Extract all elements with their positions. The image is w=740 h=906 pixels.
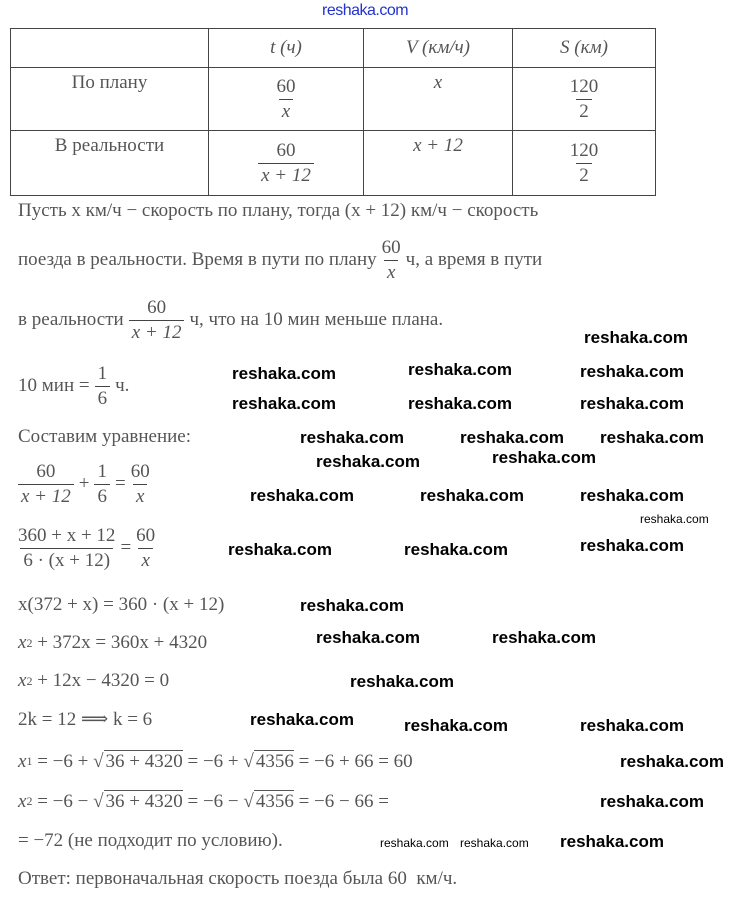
denominator: 6 · (x + 12) bbox=[20, 548, 113, 573]
var: x bbox=[18, 790, 27, 812]
numerator: 60 bbox=[381, 237, 401, 258]
cell-s bbox=[513, 131, 656, 196]
watermark: reshaka.com bbox=[580, 394, 684, 413]
exponent: 2 bbox=[26, 635, 33, 650]
var: x bbox=[18, 670, 27, 691]
radicand: 4356 bbox=[255, 751, 294, 772]
watermark: reshaka.com bbox=[600, 428, 704, 447]
table-row bbox=[11, 131, 656, 196]
text-line: Составим уравнение: bbox=[18, 426, 192, 447]
header-cell: V (км/ч) bbox=[364, 29, 513, 68]
denominator: x bbox=[138, 548, 152, 573]
watermark: reshaka.com bbox=[580, 486, 684, 505]
equation-5 bbox=[18, 670, 169, 692]
equation-4 bbox=[18, 632, 207, 654]
text: в реальности bbox=[18, 309, 124, 331]
watermark: reshaka.com bbox=[250, 486, 354, 505]
watermark: reshaka.com bbox=[580, 536, 684, 555]
denominator: 6 bbox=[94, 484, 110, 509]
numerator: 60 bbox=[276, 75, 296, 97]
denominator: x bbox=[384, 260, 398, 285]
radicand: 36 + 4320 bbox=[105, 751, 183, 772]
equation-3: x(372 + x) = 360 · (x + 12) bbox=[18, 594, 225, 615]
numerator: 120 bbox=[569, 75, 599, 97]
denominator: x bbox=[133, 484, 147, 509]
denominator: 2 bbox=[576, 163, 592, 188]
watermark: reshaka.com bbox=[408, 360, 512, 379]
watermark: reshaka.com bbox=[408, 394, 512, 413]
numerator: 60 bbox=[36, 461, 56, 482]
text: = −6 + √ bbox=[182, 750, 254, 772]
text-line bbox=[18, 362, 129, 411]
header-cell: t (ч) bbox=[209, 29, 364, 68]
table-row bbox=[11, 68, 656, 131]
watermark: reshaka.com bbox=[580, 362, 684, 381]
numerator: 360 + x + 12 bbox=[18, 525, 116, 546]
text-line bbox=[18, 296, 443, 345]
watermark: reshaka.com bbox=[380, 836, 449, 850]
text: = −6 − √ bbox=[32, 790, 104, 812]
watermark: reshaka.com bbox=[228, 540, 332, 559]
text: поезда в реальности. Время в пути по плану bbox=[18, 249, 377, 271]
text: = −6 − √ bbox=[182, 790, 254, 812]
watermark: reshaka.com bbox=[316, 452, 420, 471]
equation-2 bbox=[18, 524, 160, 573]
watermark: reshaka.com bbox=[584, 328, 688, 347]
watermark: reshaka.com bbox=[492, 628, 596, 647]
watermark: reshaka.com bbox=[460, 836, 529, 850]
watermark: reshaka.com bbox=[300, 596, 404, 615]
text: = −6 + √ bbox=[32, 750, 104, 772]
denominator: x + 12 bbox=[18, 484, 74, 509]
equation-1 bbox=[18, 460, 155, 509]
subscript: 1 bbox=[26, 754, 33, 768]
site-watermark-top: reshaka.com bbox=[322, 2, 409, 19]
text: + 372x = 360x + 4320 bbox=[32, 632, 208, 653]
denominator: x bbox=[279, 99, 293, 124]
watermark: reshaka.com bbox=[492, 448, 596, 467]
watermark: reshaka.com bbox=[300, 428, 404, 447]
header-cell: S (км) bbox=[513, 29, 656, 68]
text: = −6 + 66 = 60 bbox=[293, 750, 413, 772]
row-label: По плану bbox=[11, 68, 209, 131]
var: x bbox=[18, 632, 27, 653]
watermark: reshaka.com bbox=[640, 512, 709, 526]
row-label: В реальности bbox=[11, 131, 209, 196]
watermark: reshaka.com bbox=[232, 364, 336, 383]
numerator: 1 bbox=[97, 461, 107, 482]
numerator: 60 bbox=[147, 297, 167, 318]
table-header-row bbox=[11, 29, 656, 68]
subscript: 2 bbox=[26, 794, 33, 808]
operator: = bbox=[120, 537, 132, 559]
header-cell bbox=[11, 29, 209, 68]
denominator: x + 12 bbox=[129, 320, 185, 345]
equation-7 bbox=[18, 750, 413, 773]
watermark: reshaka.com bbox=[404, 540, 508, 559]
equation-9: = −72 (не подходит по условию). bbox=[18, 830, 283, 851]
watermark: reshaka.com bbox=[232, 394, 336, 413]
watermark: reshaka.com bbox=[600, 792, 704, 811]
text-line bbox=[18, 236, 542, 285]
numerator: 120 bbox=[569, 139, 599, 161]
var: x bbox=[18, 750, 27, 772]
watermark: reshaka.com bbox=[316, 628, 420, 647]
radicand: 36 + 4320 bbox=[105, 791, 183, 812]
operator: = bbox=[114, 473, 126, 495]
text: ч, что на 10 мин меньше плана. bbox=[189, 309, 444, 331]
equation-6: 2k = 12 ⟹ k = 6 bbox=[18, 709, 153, 730]
denominator: 6 bbox=[95, 386, 111, 411]
watermark: reshaka.com bbox=[580, 716, 684, 735]
cell-s bbox=[513, 68, 656, 131]
watermark: reshaka.com bbox=[460, 428, 564, 447]
denominator: x + 12 bbox=[258, 163, 314, 188]
text-line: Пусть x км/ч − скорость по плану, тогда (x + 12) км/ч − скорость bbox=[18, 200, 539, 221]
text: ч, а время в пути bbox=[405, 249, 543, 271]
answer-line: Ответ: первоначальная скорость поезда была 60 км/ч. bbox=[18, 868, 458, 889]
text: + 12x − 4320 = 0 bbox=[32, 670, 170, 691]
text: 10 мин = bbox=[18, 375, 90, 397]
watermark: reshaka.com bbox=[250, 710, 354, 729]
cell-v: x bbox=[364, 68, 513, 131]
numerator: 1 bbox=[97, 363, 108, 384]
data-table bbox=[10, 28, 656, 196]
watermark: reshaka.com bbox=[350, 672, 454, 691]
exponent: 2 bbox=[26, 673, 33, 688]
operator: + bbox=[78, 473, 90, 495]
watermark: reshaka.com bbox=[420, 486, 524, 505]
cell-t bbox=[209, 131, 364, 196]
watermark: reshaka.com bbox=[620, 752, 724, 771]
text: ч. bbox=[115, 375, 130, 397]
watermark: reshaka.com bbox=[404, 716, 508, 735]
radicand: 4356 bbox=[255, 791, 294, 812]
text: = −6 − 66 = bbox=[293, 790, 389, 812]
equation-8 bbox=[18, 790, 389, 813]
numerator: 60 bbox=[276, 139, 296, 161]
cell-v: x + 12 bbox=[364, 131, 513, 196]
numerator: 60 bbox=[130, 461, 150, 482]
watermark: reshaka.com bbox=[560, 832, 664, 851]
numerator: 60 bbox=[136, 525, 156, 546]
cell-t bbox=[209, 68, 364, 131]
denominator: 2 bbox=[576, 99, 592, 124]
